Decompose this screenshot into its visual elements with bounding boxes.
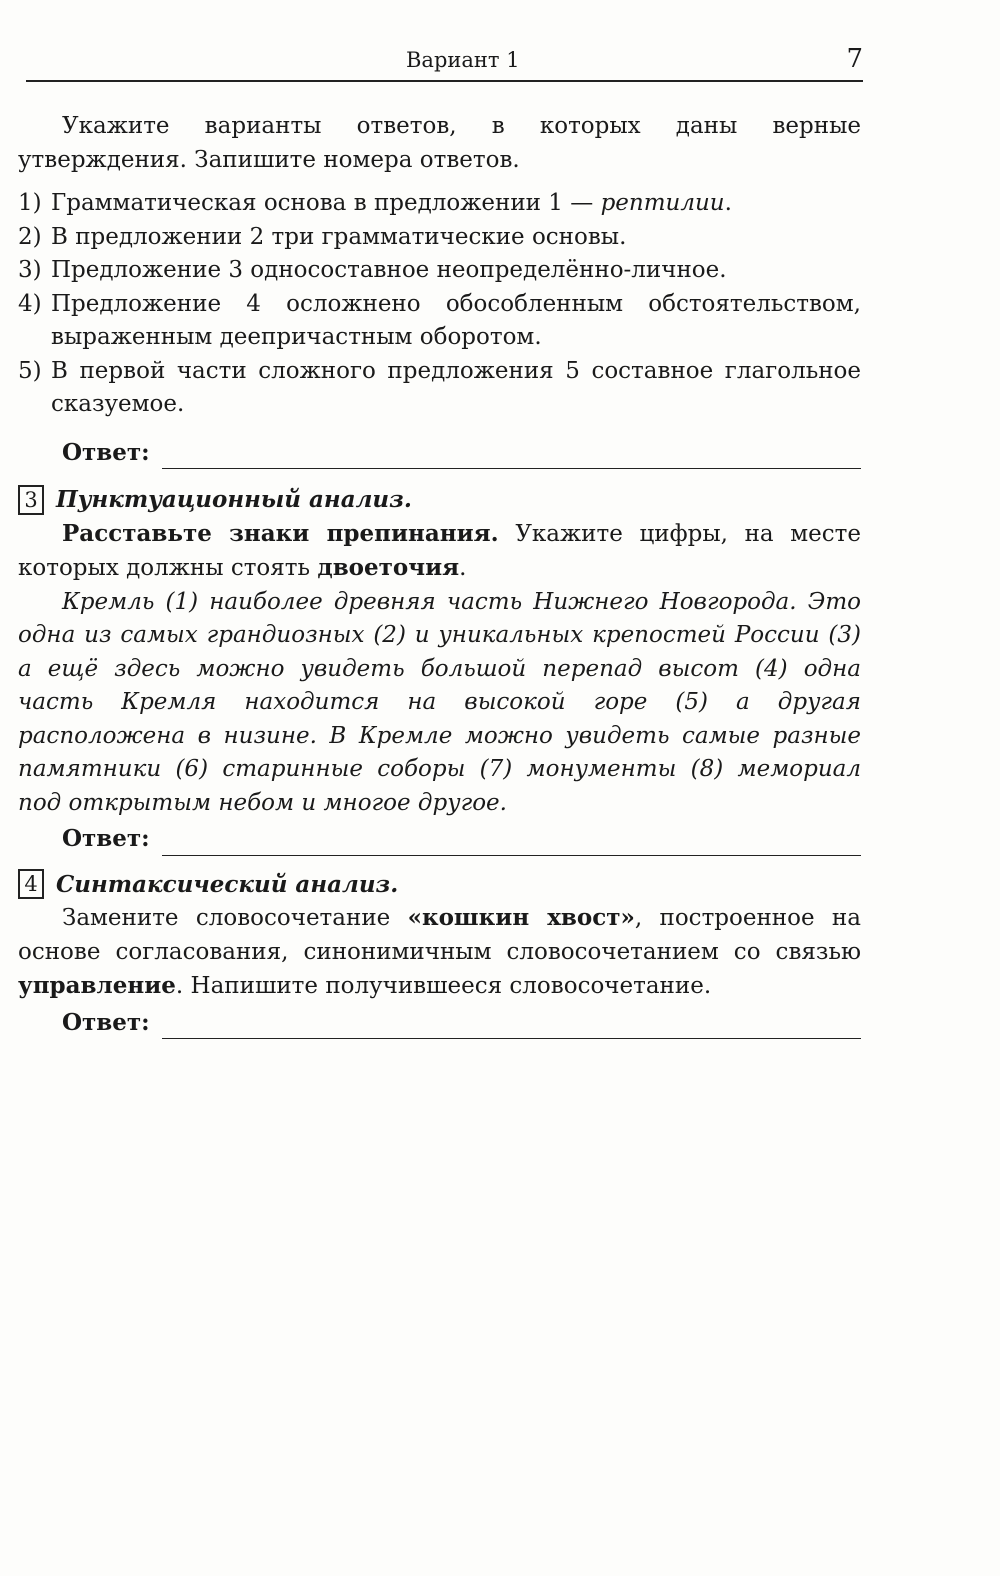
answer-label: Ответ: xyxy=(62,438,150,466)
task3-heading xyxy=(18,483,861,517)
option-3: 3) Предложение 3 односоставное неопределённо-личное. xyxy=(18,257,727,283)
option-4: 4) Предложение 4 осложнено обособленным обстоятельством, выраженным деепричастным оборотом. xyxy=(18,290,861,350)
task3-answer xyxy=(62,822,861,856)
page-content xyxy=(18,110,861,1039)
option-5: 5) В первой части сложного предложения 5 составное глагольное сказуемое. xyxy=(18,357,861,417)
task2-answer xyxy=(62,436,861,470)
task3-instruction: Расставьте знаки препинания. Укажите цифры, на месте которых должны стоять двоеточия. xyxy=(18,519,861,581)
variant-title: Вариант 1 xyxy=(406,48,520,72)
task-number-box: 3 xyxy=(18,485,44,515)
answer-label: Ответ: xyxy=(62,1008,150,1036)
task4-title: Синтаксический анализ. xyxy=(56,870,399,898)
task3-text: Кремль (1) наиболее древняя часть Нижнего Новгорода. Это одна из самых грандиозных (2) и уникальных крепостей России (3) а ещё здесь можно увидеть большой перепад высот (4) одна часть Кремля находится на высокой горе (5) а другая расположена в низине. В Кремле можно увидеть самые разные памятники (6) старинные соборы (7) монументы (8) мемориал под открытым небом и многое другое. xyxy=(18,588,861,816)
task4-heading xyxy=(18,868,861,902)
task4-instruction: Замените словосочетание «кошкин хвост», построенное на основе согласования, синонимичным словосочетанием со связью управление. Напишите получившееся словосочетание. xyxy=(18,904,861,999)
task2-instruction: Укажите варианты ответов, в которых даны верные утверждения. Запишите номера ответов. xyxy=(18,113,861,173)
page-header xyxy=(26,44,863,82)
option-1: 1) Грамматическая основа в предложении 1 — рептилии. xyxy=(18,190,732,216)
task-number-box: 4 xyxy=(18,869,44,899)
task3-title: Пунктуационный анализ. xyxy=(56,486,412,513)
answer-line[interactable] xyxy=(162,446,861,469)
task4-answer xyxy=(62,1006,861,1040)
answer-line[interactable] xyxy=(162,833,861,856)
option-2: 2) В предложении 2 три грамматические основы. xyxy=(18,223,627,250)
page-number: 7 xyxy=(846,44,863,74)
answer-label: Ответ: xyxy=(62,825,150,852)
answer-line[interactable] xyxy=(162,1016,861,1039)
